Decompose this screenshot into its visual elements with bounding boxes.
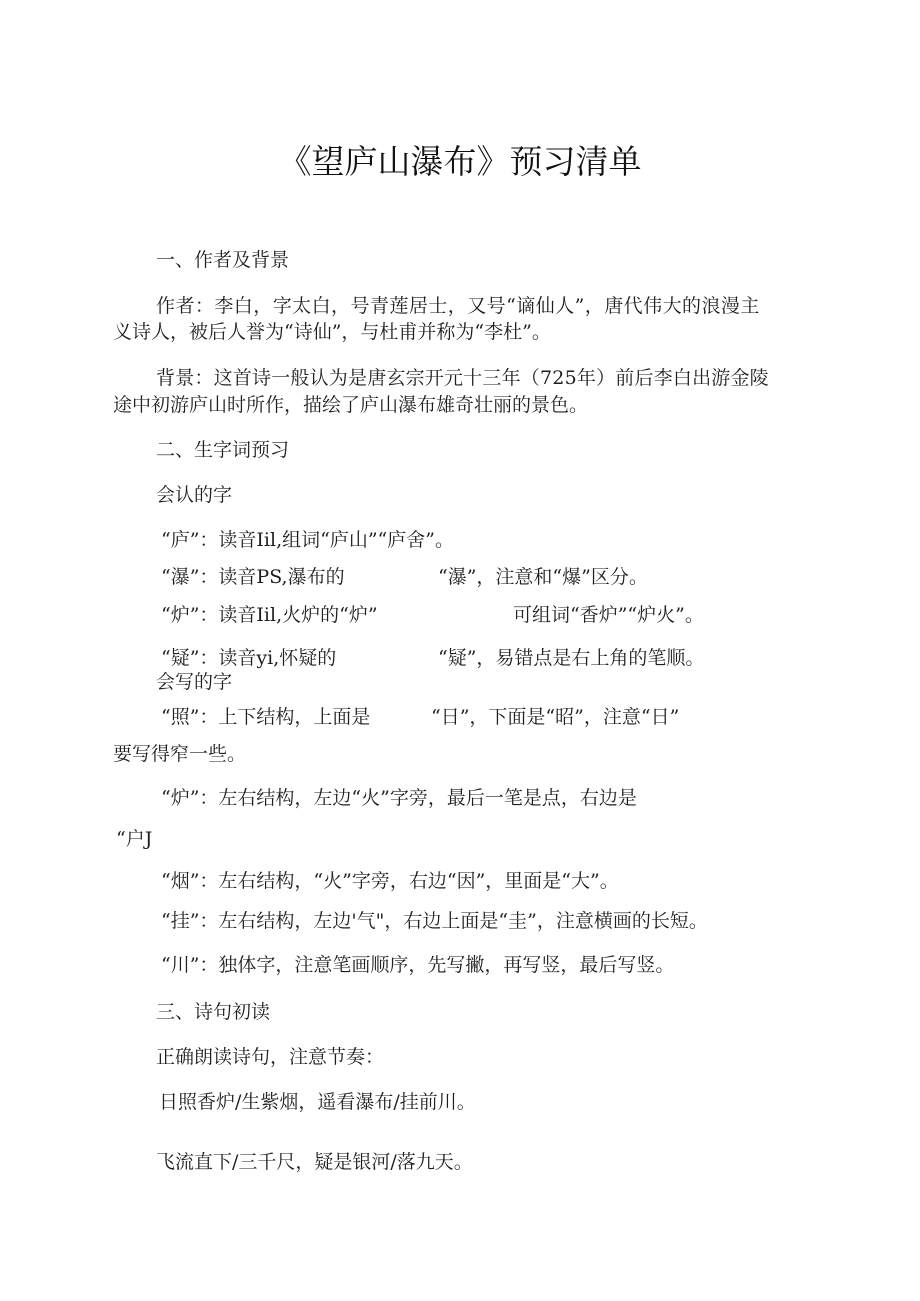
page-title: 《望庐山瀑布》预习清单	[278, 142, 642, 181]
recognize-item: “疑”：读音yi,怀疑的	[161, 647, 337, 669]
write-item-zhao-wrap: 要写得窄一些。	[113, 743, 247, 765]
recognize-item	[161, 526, 454, 554]
write-item-yan: “烟”：左右结构，“火”字旁，右边“因”，里面是“大”。	[161, 870, 619, 892]
recognize-item-continued: 可组词“香炉”“炉火”。	[513, 604, 704, 626]
recognize-item: “炉”：读音Iil,火炉的“炉”	[161, 604, 378, 626]
recognize-item-continued: “疑”，易错点是右上角的笔顺。	[438, 647, 705, 669]
author-paragraph-line1: 作者：李白，字太白，号青莲居士，又号“谪仙人”，唐代伟大的浪漫主	[156, 295, 760, 317]
write-item-zhao-continued: “日”，下面是“昭”，注意“日”	[431, 706, 680, 728]
author-paragraph-line2: 义诗人，被后人誉为“诗仙”，与杜甫并称为“李杜”。	[113, 321, 551, 343]
write-item-lu-wrap: “户J	[116, 828, 153, 850]
poem-instruction: 正确朗读诗句，注意节奏：	[156, 1046, 385, 1068]
section-heading-poem: 三、诗句初读	[156, 1001, 271, 1023]
write-item-lu: “炉”：左右结构，左边“火”字旁，最后一笔是点，右边是	[161, 787, 637, 809]
section-heading-author: 一、作者及背景	[156, 249, 290, 271]
recognize-item-continued: “瀑”，注意和“爆”区分。	[438, 566, 648, 588]
poem-line-1: 日照香炉/生紫烟，遥看瀑布/挂前川。	[159, 1091, 476, 1113]
recognize-heading: 会认的字	[156, 484, 233, 506]
background-paragraph-line1: 背景：这首诗一般认为是唐玄宗开元十三年（725年）前后李白出游金陵	[156, 367, 769, 389]
recognize-item	[161, 563, 345, 591]
write-item-zhao: “照”：上下结构，上面是	[161, 706, 371, 728]
recognize-item-text: “庐”：读音Iil,组词“庐山”“庐舍”。	[161, 529, 454, 551]
write-item-chuan: “川”：独体字，注意笔画顺序，先写撇，再写竖，最后写竖。	[161, 954, 675, 976]
recognize-item-text: “瀑”：读音PS,瀑布的	[161, 566, 345, 588]
write-item-gua: “挂”：左右结构，左边'气"，右边上面是“圭”，注意横画的长短。	[161, 910, 708, 932]
background-paragraph-line2: 途中初游庐山时所作，描绘了庐山瀑布雄奇壮丽的景色。	[113, 394, 589, 416]
section-heading-vocab: 二、生字词预习	[156, 439, 290, 461]
write-heading: 会写的字	[156, 671, 233, 693]
poem-line-2: 飞流直下/三千尺，疑是银河/落九天。	[156, 1151, 473, 1173]
